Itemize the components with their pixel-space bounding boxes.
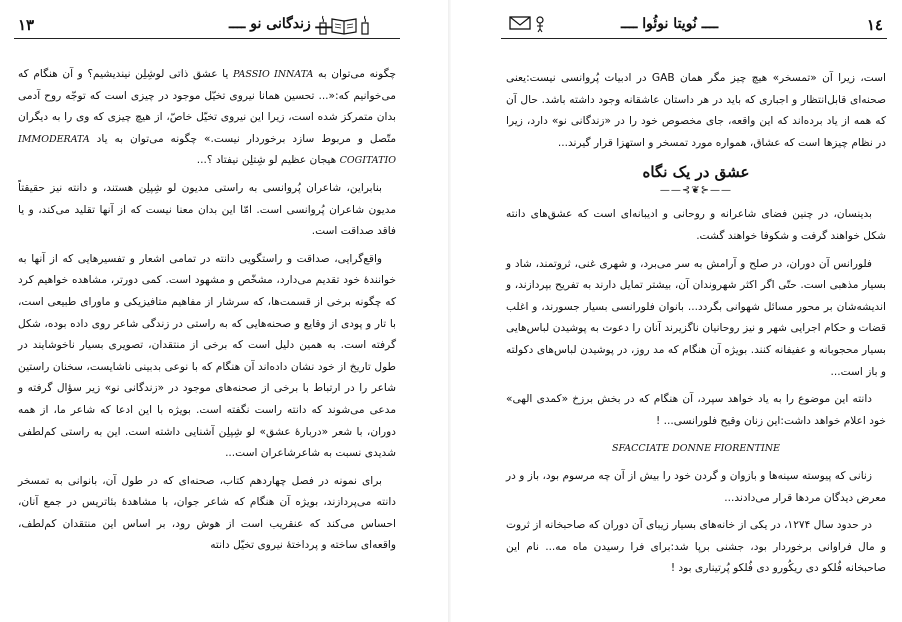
candle-icon (360, 15, 370, 35)
right-page (451, 0, 902, 622)
paragraph: برای نمونه در فصل چهاردهم کتاب، صحنه‌ای که در طول آن، بانوانی به تمسخر دانته می‌پردازند، بویژه آن هنگام که شاعر جوان، با مشاهدهٔ بئاتریس در جمع آنان، احساس می‌کند که عنقریب است از هوش رود، بر اساس این منتقدان کم‌لطف، واقعه‌ای ساخته و پرداختهٔ نیروی تخیّل دانته (18, 474, 396, 552)
left-page-body (18, 64, 396, 563)
paragraph: در حدود سال ۱۲۷۴، در یکی از خانه‌های بسیار زیبای آن دوران که صاحبخانه از ثروت و مال فراوانی برخوردار بود، جشنی برپا شد:برای فرا رسیدن ماه مه... نام این صاحبخانه فُلکو دی ریکُورو دی فُلکو پُرتیناری بود ! (506, 519, 886, 575)
paragraph: فلورانس آن دوران، در صلح و آرامش به سر می‌برد، و شهری غنی، ثروتمند، شاد و بسیار مذهبی است. حتّی اگر اکثر شهروندان آن، بیشتر تمایل دارند به تفریح بپردازند، و اندیشه‌شان بر محور مسائل شهوانی بگردد... بانوان فلورانسی بسیار جسورند، و اغلب قضات و حکام اجرایی شهر و نیز روحانیان ناگزیرند آنان را دعوت به پوشیدن لباس‌هایی بسیار محجوبانه و عفیفانه کنند. بویژه آن هنگام که مد روز، در پوشیدن لباس‌های دکولته و باز است... (506, 257, 886, 378)
paragraph: واقع‌گرایی، صداقت و راستگویی دانته در تمامی اشعار و تفسیرهایی که از آنها به خوانندهٔ خود تقدیم می‌دارد، مشخّص و مشهود است. کمی دورتر، مشاهده خواهیم کرد که چگونه برخی از قسمت‌ها، که سرشار از مفاهیم متافیزیکی و ماورای طبیعی است، با تار و پودی از وقایع و صحنه‌هایی که به راستی در زندگی شاعر روی داده بوده، شکل گرفته است. به همین دلیل است که برخی از منتقدان، تصویری بسیار ناخوشایند در طول تاریخ از خود نشان داده‌اند آن هنگام که با نوعی بدبینی ناشایست، سخنان راستین شاعر را در ارتباط با برخی از صحنه‌های موجود در «زندگانی نو» زیر سؤال گرفته و مدعی می‌شوند که دانته راست نگفته است. بویژه با این ادعا که شاعر ما، از همه دوران، با شعر «دربارهٔ عشق» لو شِپلِن آشنایی داشته است. این به راستی کم‌لطفی شدیدی نسبت به شاعرشاعران است... (18, 252, 396, 460)
right-page-header (501, 12, 887, 39)
page-number: ١٤ (866, 16, 883, 34)
paragraph: زنانی که پیوسته سینه‌ها و بازوان و گردن خود را بیش از آن چه مرسوم بود، باز و در معرض دیدگان مردها قرار می‌دادند... (506, 469, 886, 504)
paragraph: چگونه می‌توان به PASSIO INNATA یا عشق ذاتی لوشِلِن نیندیشیم؟ و آن هنگام که می‌خوانیم که:«... تحسین همانا نیروی تخیّل موجود در چیزی است که توجّه روح آدمی بدان متمرکز شده است، زیرا این نیروی تخیّل خاصّ، از هیچ چیزی که وی را به دیگران متّصل و مربوط سازد برخوردار نیست.» چگونه می‌توان به یاد IMMODERATA COGITATIO هیجان عظیم لو شِتلِن نیفتاد ؟... (18, 68, 396, 167)
header-ornaments (509, 15, 546, 35)
paragraph: بنابراین، شاعران پُروانسی به راستی مدیون لو شِپلِن هستند، و دانته نیز حقیقتاً مدیون شاعران پُروانسی است. امّا این بدان معنا نیست که از آنها تقلید می‌کند، و یا فاقد صداقت است. (18, 181, 396, 238)
running-title: ــــ نُویتا نوئُوا ــــ (621, 16, 719, 32)
open-book-icon (331, 15, 357, 35)
section-title: عشق در یک نگاه (642, 163, 750, 182)
latin-quote: SFACCIATE DONNE FIORENTINE (612, 443, 780, 455)
paragraph: بدینسان، در چنین فضای شاعرانه و روحانی و ادیبانه‌ای است که عشق‌های دانته شکل خواهند گرفت و شکوفا خواهند گشت. (506, 208, 886, 242)
pen-nib-icon (534, 15, 546, 35)
paragraph: دانته این موضوع را به یاد خواهد سپرد، آن هنگام که در بخش برزخ «کمدی الهی» خود اعلام خواهد داشت:این زنان وقیح فلورانسی... ! (506, 393, 886, 427)
envelope-icon (509, 15, 531, 31)
running-title: ــــ زندگانی نو ــــ (229, 16, 333, 32)
latin-term: IMMODERATA COGITATIO (18, 133, 396, 167)
left-page-header (14, 12, 400, 39)
ornament-divider: ——⊰❦⊱—— (659, 185, 733, 197)
latin-term: PASSIO INNATA (232, 69, 314, 80)
right-page-body (506, 68, 886, 586)
paragraph: است، زیرا آن «تمسخر» هیچ چیز مگر همان GAB در ادبیات پُروانسی نیست:یعنی صحنه‌ای قابل‌انتظار و اجباری که باید در هر داستان عاشقانه وجود داشته باشد. حال آن که همه از یاد برده‌اند که این واقعه، جای مخصوص خود را در «زندگانی نو» دارد، زیرا در نظام چیزها است که عشاق، همواره مورد تمسخر و استهزا قرار گیرند... (506, 72, 886, 149)
page-number: ١٣ (18, 16, 35, 34)
